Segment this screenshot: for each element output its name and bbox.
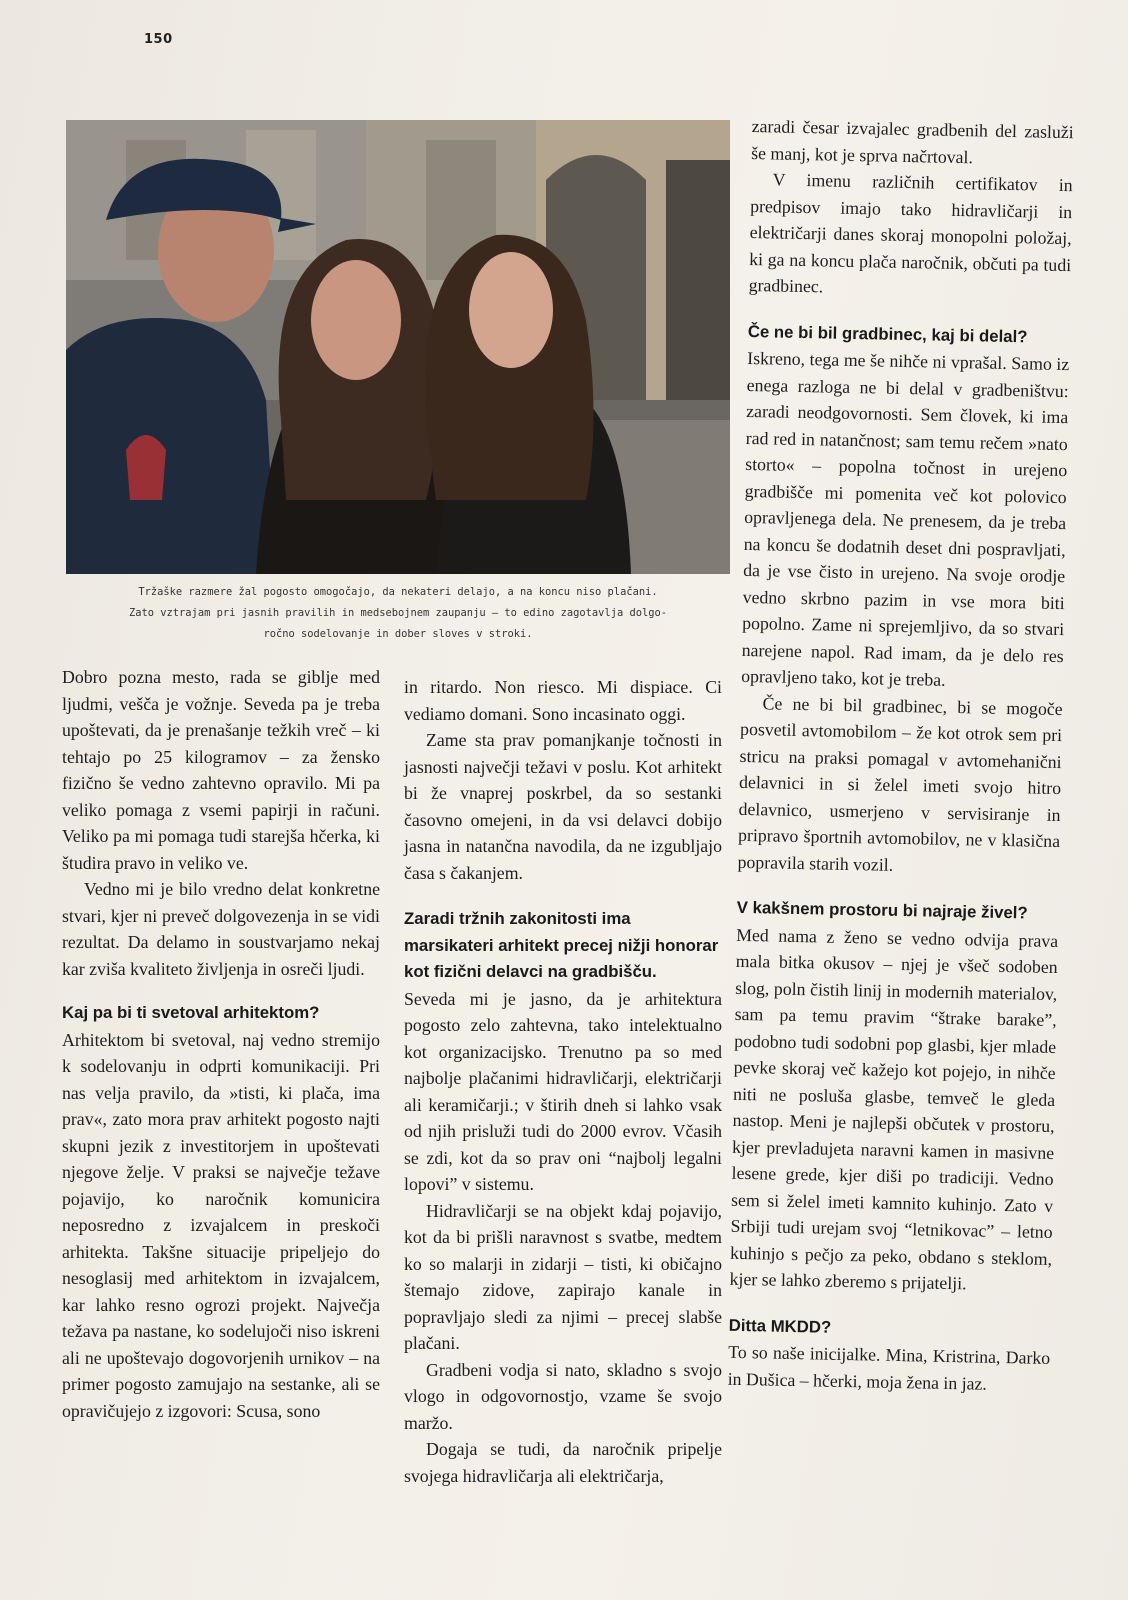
family-photo [66,120,730,574]
text-column-2 [404,674,722,1489]
paragraph: Dogaja se tudi, da naročnik pripelje svojega hidravličarja ali električarja, [404,1439,722,1486]
caption-line: Zato vztrajam pri jasnih pravilih in medsebojnem zaupanju – to edino zagotavlja dolgo- [129,607,667,619]
caption-line: Tržaške razmere žal pogosto omogočajo, da nekateri delajo, a na koncu niso plačani. [138,586,658,598]
paragraph: Dobro pozna mesto, rada se giblje med ljudmi, vešča je vožnje. Seveda pa je treba upoštevati, da je prenašanje težkih vreč – ki tehtajo po 25 kilogramov – za žensko fizično še vedno zahtevno opravilo. Mi pa veliko pomaga z vsemi papirji in računi. Veliko pa mi pomaga tudi starejša hčerka, ki študira pravo in veliko ve. [62,667,380,873]
question-heading: Ditta MKDD? [728,1315,832,1337]
text-column-1 [62,664,380,1424]
paragraph: V imenu različnih certifikatov in predpisov imajo tako hidravličarji in električarji danes skoraj monopolni položaj, ki ga na koncu plača naročnik, občuti pa tudi gradbinec. [748,169,1073,297]
paragraph: Vedno mi je bilo vredno delat konkretne stvari, kjer ni preveč dolgovezenja in se vidi rezultat. Da delamo in soustvarjamo nekaj kar zviša kvaliteto življenja in osreči ljudi. [62,879,380,979]
paragraph: Med nama z ženo se vedno odvija prava mala bitka okusov – njej je všeč sodoben slog, poln čistih linij in modernih materialov, sam pa temu pravim “štrake barake”, podobno tudi sodobni pop glasbi, kjer mlade pevke skoraj več kažejo kot pojejo, in nihče niti ne posluša glasbe, temveč le gleda nastop. Meni je najlepši občutek v prostoru, kjer prevladujeta naravni kamen in masivne lesene grede, kjer diši po tradiciji. Vedno sem si želel imeti kamnito kuhinjo. Zato v Srbiji tudi urejam svoj “letnikovac” – letno kuhinjo s pečjo za peko, obdano s steklom, kjer se lahko zberemo s prijatelji. [729,924,1059,1294]
question-heading: Če ne bi bil gradbinec, kaj bi delal? [747,321,1028,346]
photo-caption [66,582,730,645]
question-heading: V kakšnem prostoru bi najraje živel? [736,897,1028,923]
caption-line: ročno sodelovanje in dober sloves v stroki. [263,628,533,640]
paragraph: To so naše inicijalke. Mina, Kristrina, Darko in Dušica – hčerki, moja žena in jaz. [727,1341,1051,1394]
paragraph: Zame sta prav pomanjkanje točnosti in jasnosti največji težavi v poslu. Kot arhitekt bi že vnaprej poskrbel, da so sestanki časovno omejeni, in da vsi delavci dobijo jasna in natančna navodila, da ne izgubljajo časa s čakanjem. [404,730,722,883]
text-column-3 [727,113,1073,1398]
paragraph: Če ne bi bil gradbinec, bi se mogoče posvetil avtomobilom – že kot otrok sem pri stricu na praksi pomagal v avtomehanični delavnici in si želel imeti svojo hitro delavnico, usmerjeno v servisiranje in pripravo športnih avtomobilov, ne v klasična popravila starih vozil. [737,692,1063,875]
paragraph: in ritardo. Non riesco. Mi dispiace. Ci vediamo domani. Sono incasinato oggi. [404,677,722,724]
paragraph: Hidravličarji se na objekt kdaj pojavijo, kot da bi prišli naravnost s svatbe, medtem ko so malarji in zidarji – tisti, ki običajno štemajo zidove, zapirajo kanale in popravljajo sledi za njimi – precej slabše plačani. [404,1200,722,1353]
family-photo-illustration [66,120,730,574]
paragraph: Iskreno, tega me še nihče ni vprašal. Samo iz enega razloga ne bi delal v gradbeništvu: zaradi neodgovornosti. Sem človek, ki ima rad red in natančnost; sam temu rečem »nato storto« – popolna točnost in urejeno gradbišče mi pomenita več kot polovico opravljenega dela. Ne prenesem, da je treba na koncu še dodatnih deset dni pospravljati, da je vse čisto in urejeno. Na svoje orodje vedno skrbno pazim in vse mora biti popolno. Zame ni sprejemljivo, da so stvari narejene napol. Rad imam, da je delo res opravljeno tako, kot je treba. [740,347,1070,690]
page-number: 150 [144,32,173,47]
question-heading: Kaj pa bi ti svetoval arhitektom? [62,1003,320,1022]
paragraph: Seveda mi je jasno, da je arhitektura pogosto zelo zahtevna, tako intelektualno kot organizacijsko. Trenutno pa so med najbolje plačanimi hidravličarji, električarji ali keramičarji.; v štirih dneh si lahko vsak od njih prisluži tudi do 2000 evrov. Včasih se zdi, kot da so prav oni “najbolj legalni lopovi” v sistemu. [404,988,722,1194]
paragraph: Arhitektom bi svetoval, naj vedno stremijo k sodelovanju in odprti komunikaciji. Pri nas velja pravilo, da »tisti, ki plača, ima prav«, zato mora prav arhitekt pogosto najti skupni jezik z investitorjem in upoštevati njegove želje. V praksi se največje težave pojavijo, ko naročnik komunicira neposredno z izvajalcem in preskoči arhitekta. Takšne situacije pripeljejo do nesoglasij med arhitektom in izvajalcem, kar lahko resno ogrozi projekt. Največja težava pa nastane, ko sodelujoči niso iskreni ali ne upoštevajo dogovorjenih urnikov – na primer pogosto zamujajo na sestanke, ali se opravičujejo z izgovori: Scusa, sono [62,1029,380,1421]
paragraph: Gradbeni vodja si nato, skladno s svojo vlogo in odgovornostjo, vzame še svojo maržo. [404,1359,722,1433]
question-heading: Zaradi tržnih zakonitosti ima marsikateri arhitekt precej nižji honorar kot fizični delavci na gradbišču. [404,909,719,981]
paragraph: zaradi česar izvajalec gradbenih del zasluži še manj, kot je sprva načrtoval. [751,115,1074,167]
